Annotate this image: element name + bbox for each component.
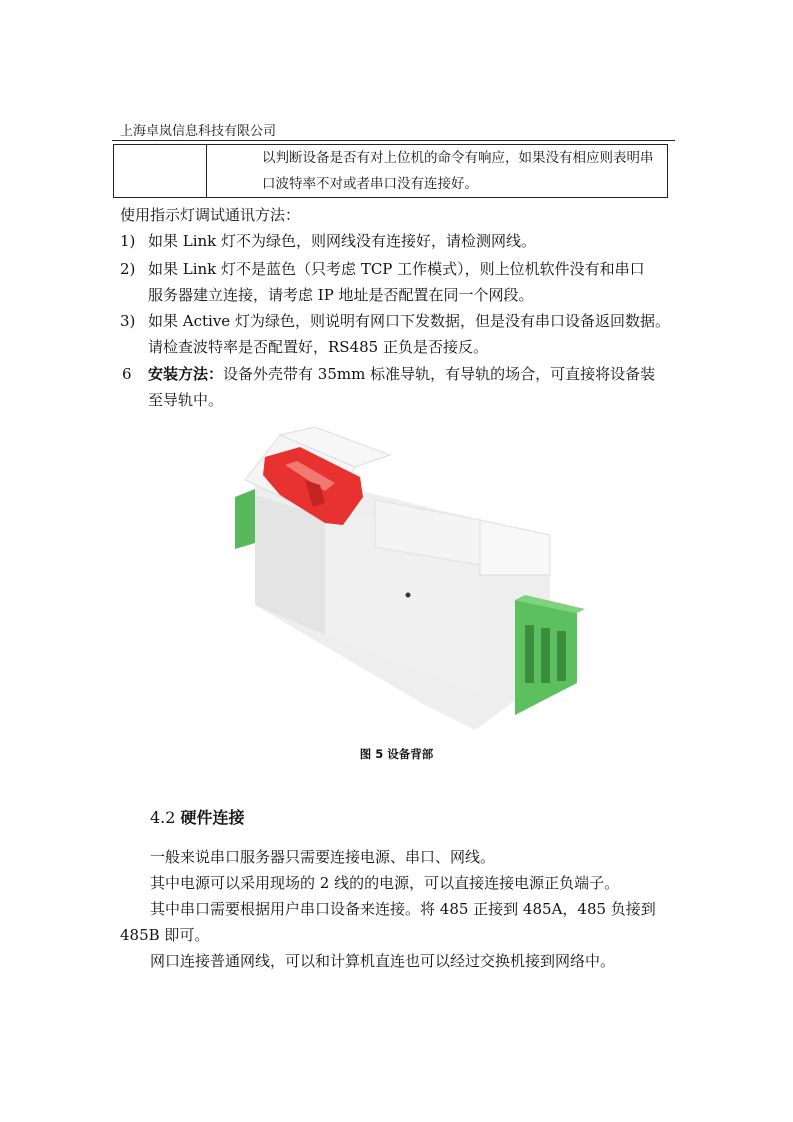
body-paragraph: 其中串口需要根据用户串口设备来连接。将 485 正接到 485A，485 负接到 bbox=[150, 900, 656, 918]
housing-hole bbox=[406, 593, 411, 598]
install-line-1 bbox=[148, 361, 655, 387]
body-paragraph: 其中电源可以采用现场的 2 线的的电源，可以直接连接电源正负端子。 bbox=[150, 874, 620, 892]
list-item-number: 2) bbox=[120, 260, 136, 278]
list-item: 如果 Active 灯为绿色，则说明有网口下发数据，但是没有串口设备返回数据。 bbox=[148, 312, 670, 330]
install-colon: ： bbox=[208, 365, 224, 383]
figure-caption: 图 5 设备背部 bbox=[359, 747, 434, 761]
install-line-2: 至导轨中。 bbox=[148, 391, 224, 409]
list-item-continued: 服务器建立连接，请考虑 IP 地址是否配置在同一个网段。 bbox=[148, 286, 534, 304]
section-title: 硬件连接 bbox=[180, 808, 245, 827]
table-cell-text bbox=[207, 145, 668, 198]
table-cell-empty bbox=[114, 145, 207, 198]
list-item-number: 3) bbox=[120, 312, 136, 330]
list-item-number: 1) bbox=[120, 232, 136, 250]
install-number: 6 bbox=[122, 365, 132, 383]
body-paragraph-continued: 485B 即可。 bbox=[120, 926, 210, 944]
body-paragraph: 一般来说串口服务器只需要连接电源、串口、网线。 bbox=[150, 848, 496, 866]
list-item-continued: 请检查波特率是否配置好，RS485 正负是否接反。 bbox=[148, 338, 488, 356]
company-name: 上海卓岚信息科技有限公司 bbox=[120, 124, 277, 139]
debug-intro: 使用指示灯调试通讯方法： bbox=[120, 206, 301, 224]
body-paragraph: 网口连接普通网线，可以和计算机直连也可以经过交换机接到网络中。 bbox=[150, 952, 616, 970]
list-item: 如果 Link 灯不是蓝色（只考虑 TCP 工作模式），则上位机软件没有和串口 bbox=[148, 260, 645, 278]
right-terminal-block bbox=[515, 595, 585, 715]
device-rear-photo bbox=[225, 425, 585, 730]
table-text-line-1: 以判断设备是否有对上位机的命令有响应，如果没有相应则表明串 bbox=[262, 150, 654, 166]
header-rule bbox=[112, 140, 675, 141]
left-terminal-block bbox=[235, 489, 255, 549]
continued-table bbox=[113, 144, 668, 198]
section-number: 4.2 bbox=[150, 808, 176, 827]
list-item: 如果 Link 灯不为绿色，则网线没有连接好，请检测网线。 bbox=[148, 232, 537, 250]
install-text: 设备外壳带有 35mm 标准导轨，有导轨的场合，可直接将设备装 bbox=[223, 365, 656, 383]
table-text-line-2: 口波特率不对或者串口没有连接好。 bbox=[262, 176, 478, 192]
install-label: 安装方法 bbox=[148, 365, 209, 383]
section-heading bbox=[150, 806, 245, 830]
table-row bbox=[114, 145, 668, 198]
